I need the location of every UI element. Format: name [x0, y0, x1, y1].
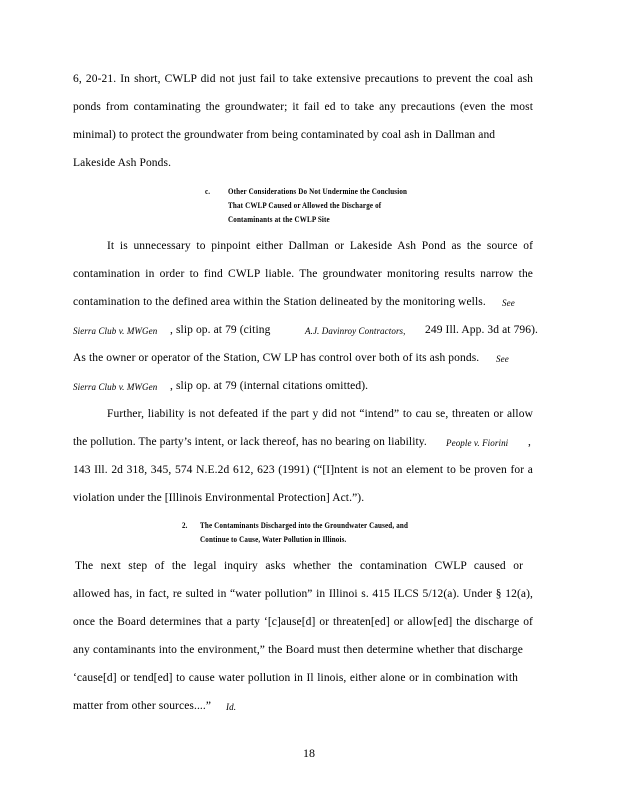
case-citation: People v. Fiorini	[446, 438, 509, 448]
body-line: once the Board determines that a party ‘[c]ause[d] or threaten[ed] or allow[ed] the discharge of	[73, 616, 533, 628]
body-line: 143 Ill. 2d 318, 345, 574 N.E.2d 612, 623 (1991) (“[I]ntent is not an element to be proven for a	[73, 464, 533, 476]
body-line: violation under the [Illinois Environmental Protection] Act.”).	[73, 492, 365, 504]
subsection-c-heading-line: Other Considerations Do Not Undermine the Conclusion	[228, 186, 408, 196]
subsection-c-marker: c.	[205, 186, 211, 196]
body-line: matter from other sources....”	[73, 700, 212, 712]
body-line: allowed has, in fact, re sulted in “water pollution” in Illinoi s. 415 ILCS 5/12(a). Under § 12(a),	[73, 588, 533, 600]
citation-signal: See	[502, 298, 515, 308]
body-line: Further, liability is not defeated if the part y did not “intend” to cau se, threaten or allow	[107, 408, 533, 420]
case-citation: A.J. Davinroy Contractors,	[305, 326, 406, 336]
citation-signal: See	[496, 354, 509, 364]
body-line: The next step of the legal inquiry asks whether the contamination CWLP caused or	[75, 560, 523, 572]
section-2-heading-line: The Contaminants Discharged into the Groundwater Caused, and	[200, 520, 409, 530]
section-2-marker: 2.	[182, 520, 188, 530]
body-line: ponds from contaminating the groundwater; it fail ed to take any precautions (even the most	[73, 101, 533, 113]
body-line: contamination in order to find CWLP liable. The groundwater monitoring results narrow the	[73, 268, 533, 280]
section-2-heading-line: Continue to Cause, Water Pollution in Illinois.	[200, 534, 347, 544]
body-line: minimal) to protect the groundwater from being contaminated by coal ash in Dallman and	[73, 129, 496, 141]
body-line: ‘cause[d] or tend[ed] to cause water pollution in Il linois, either alone or in combination with	[73, 672, 518, 684]
body-line: 6, 20-21. In short, CWLP did not just fail to take extensive precautions to prevent the coal ash	[73, 73, 533, 85]
body-line: ,	[528, 436, 531, 448]
page-number: 18	[303, 746, 315, 760]
case-citation: Id.	[226, 702, 237, 712]
body-line: any contaminants into the environment,” the Board must then determine whether that discharge	[73, 644, 523, 656]
body-line: Lakeside Ash Ponds.	[73, 157, 172, 169]
case-citation: Sierra Club v. MWGen	[73, 382, 158, 392]
case-citation: Sierra Club v. MWGen	[73, 326, 158, 336]
body-line: the pollution. The party’s intent, or lack thereof, has no bearing on liability.	[73, 436, 427, 448]
body-line: , slip op. at 79 (citing	[170, 324, 271, 336]
body-line: 249 Ill. App. 3d at 796).	[425, 324, 539, 336]
body-line: As the owner or operator of the Station, CW LP has control over both of its ash ponds.	[73, 352, 480, 364]
body-line: contamination to the defined area within the Station delineated by the monitoring wells.	[73, 296, 486, 308]
subsection-c-heading-line: That CWLP Caused or Allowed the Discharge of	[228, 200, 382, 210]
body-line: , slip op. at 79 (internal citations omitted).	[170, 380, 369, 392]
body-line: It is unnecessary to pinpoint either Dallman or Lakeside Ash Pond as the source of	[107, 240, 533, 252]
subsection-c-heading-line: Contaminants at the CWLP Site	[228, 214, 330, 224]
